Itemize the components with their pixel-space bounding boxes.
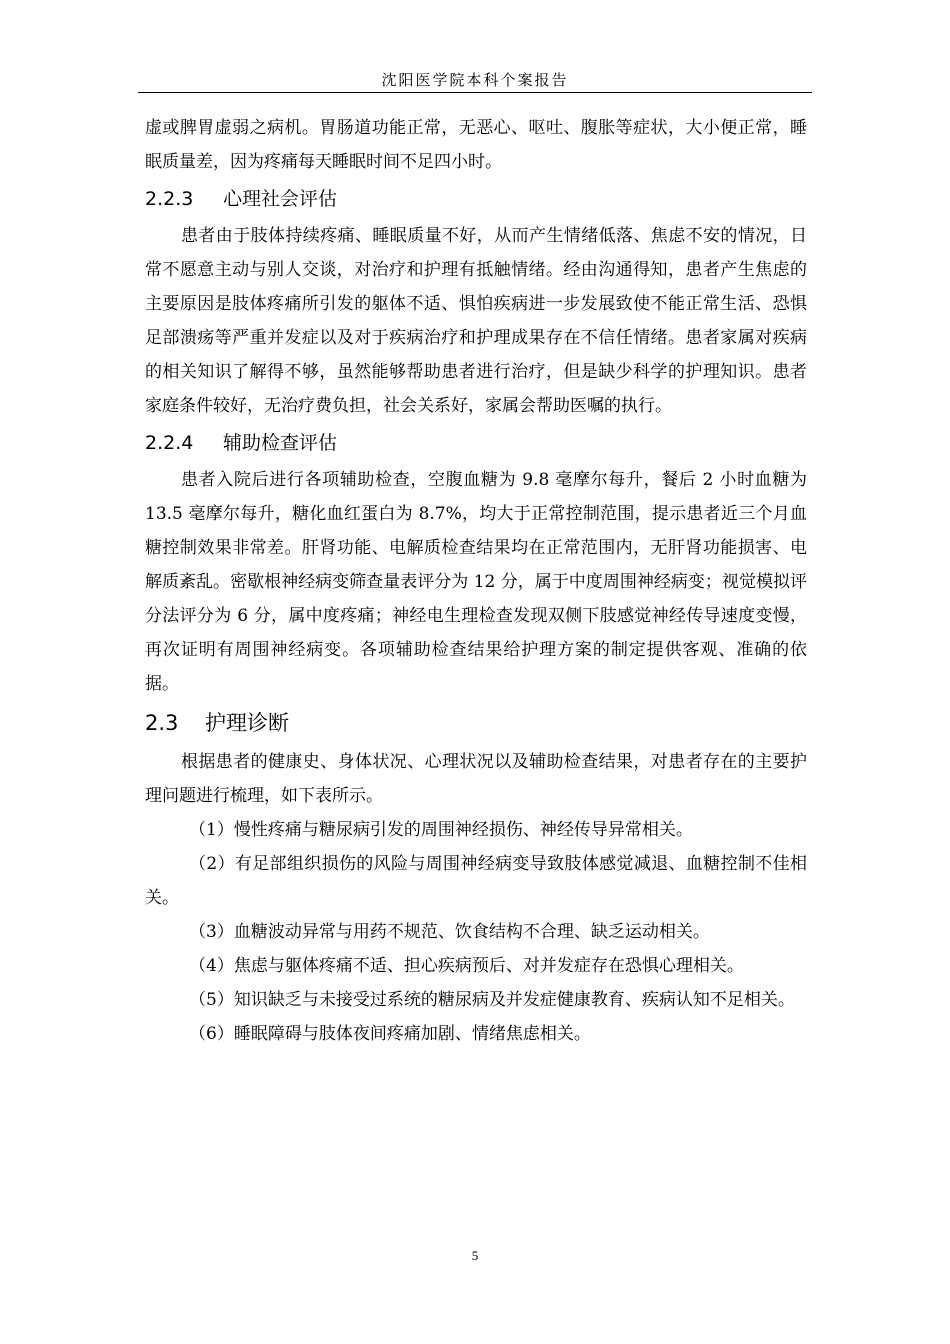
list-item: （2）有足部组织损伤的风险与周围神经病变导致肢体感觉减退、血糖控制不佳相关。 xyxy=(145,854,807,908)
section-heading-2-2-3 xyxy=(145,179,807,219)
section-number: 2.3 xyxy=(145,711,179,735)
body-content xyxy=(145,111,807,1051)
paragraph-auxiliary-exams: 患者入院后进行各项辅助检查，空腹血糖为 9.8 毫摩尔每升，餐后 2 小时血糖为 13.5 毫摩尔每升，糖化血红蛋白为 8.7%，均大于正常控制范围，提示患者近三个月血糖控制效果非常差。肝肾功能、电解质检查结果均在正常范围内，无肝肾功能损害、电解质紊乱。密歇根神经病变筛查量表评分为 12 分，属于中度周围神经病变；视觉模拟评分法评分为 6 分，属中度疼痛；神经电生理检查发现双侧下肢感觉神经传导速度变慢，再次证明有周围神经病变。各项辅助检查结果给护理方案的制定提供客观、准确的依据。 xyxy=(145,470,807,694)
header-rule xyxy=(138,92,812,93)
section-title: 心理社会评估 xyxy=(223,188,338,210)
running-header: 沈阳医学院本科个案报告 xyxy=(381,71,569,89)
paragraph-psychosocial: 患者由于肢体持续疼痛、睡眠质量不好，从而产生情绪低落、焦虑不安的情况，日常不愿意主动与别人交谈，对治疗和护理有抵触情绪。经由沟通得知，患者产生焦虑的主要原因是肢体疼痛所引发的躯体不适、惧怕疾病进一步发展致使不能正常生活、恐惧足部溃疡等严重并发症以及对于疾病治疗和护理成果存在不信任情绪。患者家属对疾病的相关知识了解得不够，虽然能够帮助患者进行治疗，但是缺少科学的护理知识。患者家庭条件较好，无治疗费负担，社会关系好，家属会帮助医嘱的执行。 xyxy=(145,226,807,416)
section-heading-2-3 xyxy=(145,701,807,745)
section-number: 2.2.4 xyxy=(145,432,194,454)
section-heading-2-2-4 xyxy=(145,423,807,463)
list-item: （6）睡眠障碍与肢体夜间疼痛加剧、情绪焦虑相关。 xyxy=(189,1024,591,1044)
list-item: （5）知识缺乏与未接受过系统的糖尿病及并发症健康教育、疾病认知不足相关。 xyxy=(189,990,795,1010)
paragraph-diagnosis-intro: 根据患者的健康史、身体状况、心理状况以及辅助检查结果，对患者存在的主要护理问题进行梳理，如下表所示。 xyxy=(145,752,807,806)
list-item: （1）慢性疼痛与糖尿病引发的周围神经损伤、神经传导异常相关。 xyxy=(189,820,693,840)
list-item: （3）血糖波动异常与用药不规范、饮食结构不合理、缺乏运动相关。 xyxy=(189,922,710,942)
section-title: 护理诊断 xyxy=(205,711,289,735)
list-item: （4）焦虑与躯体疼痛不适、担心疾病预后、对并发症存在恐惧心理相关。 xyxy=(189,956,744,976)
page-number: 5 xyxy=(471,1248,479,1263)
paragraph-continuation: 虚或脾胃虚弱之病机。胃肠道功能正常，无恶心、呕吐、腹胀等症状，大小便正常，睡眠质量差，因为疼痛每天睡眠时间不足四小时。 xyxy=(145,118,807,172)
section-number: 2.2.3 xyxy=(145,188,194,210)
section-title: 辅助检查评估 xyxy=(223,432,338,454)
